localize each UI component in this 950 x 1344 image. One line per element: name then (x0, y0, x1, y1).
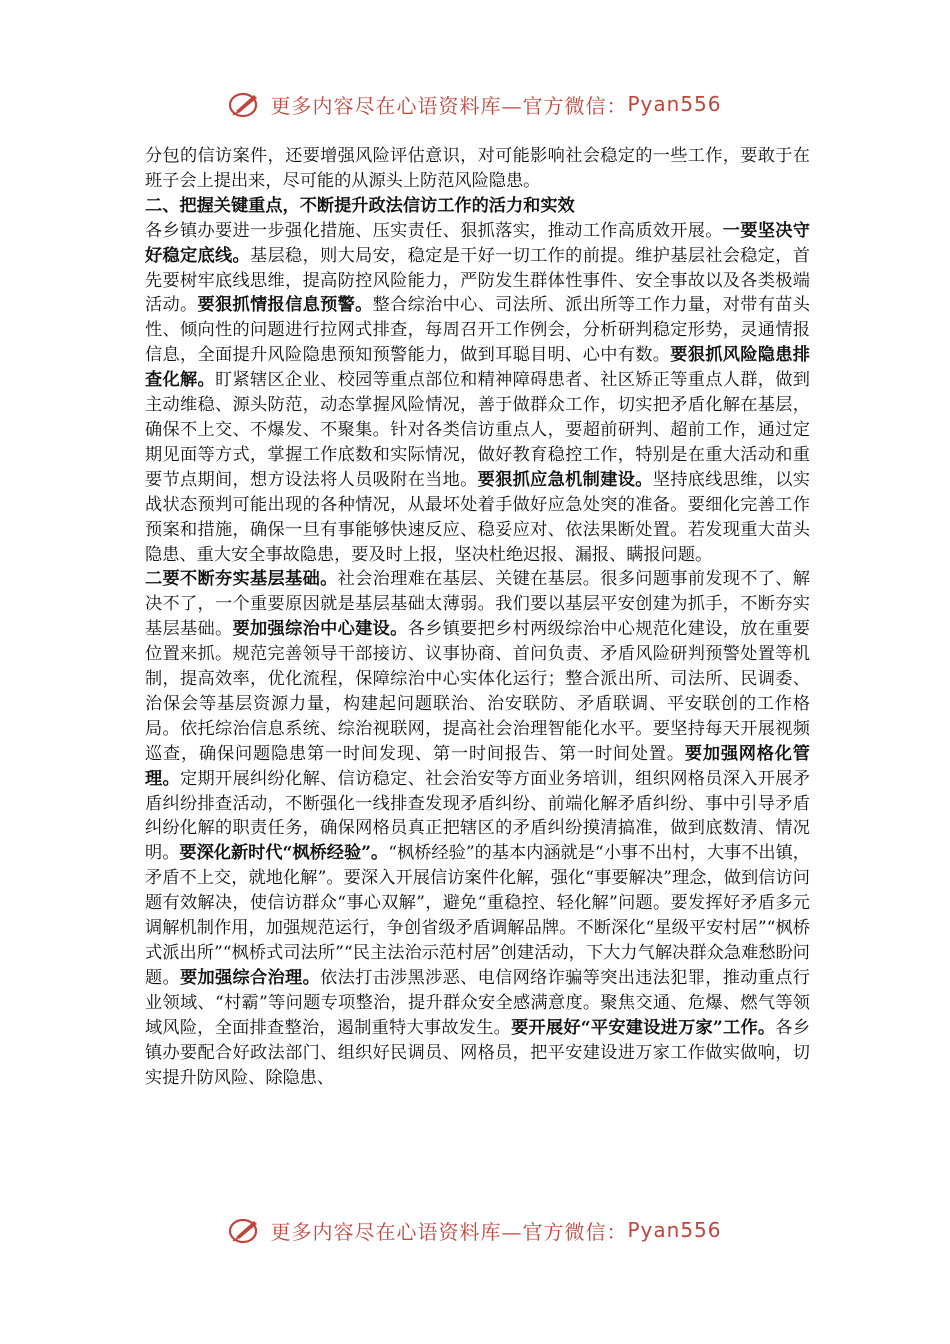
bold-point-3: 要狠抓风险隐患排查化解。 (145, 345, 810, 391)
text-run: 盯紧辖区企业、校园等重点部位和精神障碍患者、社区矫正等重点人群，做到主动维稳、源头防范，动态掌握风险情况，善于做群众工作，切实把矛盾化解在基层，确保不上交、不爆发、不聚集。针对各类信访重点人，要超前研判、超前工作，通过定期见面等方式，掌握工作底数和实际情况，做好教育稳控工作，特别是在重大活动和重要节点期间，想方设法将人员吸附在当地。 (145, 370, 810, 490)
watermark-wechat: Pyan556 (627, 92, 722, 116)
bold-point-10: 要开展好“平安建设进万家”工作。 (511, 1017, 776, 1038)
text-run: 各乡镇办要进一步强化措施、压实责任、狠抓落实，推动工作高质效开展。 (145, 220, 723, 241)
text-run: “枫桥经验”的基本内涵就是“小事不出村，大事不出镇，矛盾不上交，就地化解”。要深入开展信访案件化解，强化“事要解决”理念，做到信访问题有效解决，使信访群众“事心双解”，避免“重稳控、轻化解”问题。要发挥好矛盾多元调解机制作用，加强规范运行，争创省级矛盾调解品牌。不断深化“星级平安村居”“枫桥式派出所”“枫桥式司法所”“民主法治示范村居”创建活动，下大力气解决群众急难愁盼问题。 (145, 843, 810, 988)
text-run: 定期开展纠纷化解、信访稳定、社会治安等方面业务培训，组织网格员深入开展矛盾纠纷排查活动，不断强化一线排查发现矛盾纠纷、前端化解矛盾纠纷、事中引导矛盾纠纷化解的职责任务，确保网格员真正把辖区的矛盾纠纷摸清搞准，做到底数清、情况明。 (145, 768, 810, 864)
bold-point-5: 二要不断夯实基层基础。 (145, 569, 338, 590)
bold-point-1: 一要坚决守好稳定底线。 (145, 220, 810, 266)
text-run: 各乡镇办要配合好政法部门、组织好民调员、网格员，把平安建设进万家工作做实做响，切实提升防风险、除隐患、 (145, 1017, 810, 1088)
document-body (145, 144, 810, 1090)
text-run: 依法打击涉黑涉恶、电信网络诈骗等突出违法犯罪，推动重点行业领域、“村霸”等问题专项整治，提升群众安全感满意度。聚焦交通、危爆、燃气等领域风险，全面排查整治，遏制重特大事故发生。 (145, 967, 810, 1038)
watermark-text: 更多内容尽在心语资料库—官方微信： (270, 1219, 628, 1244)
paragraph-foundation (145, 567, 810, 1090)
bold-point-7: 要加强网格化管理。 (145, 743, 810, 789)
text-run: 各乡镇要把乡村两级综治中心规范化建设，放在重要位置来抓。规范完善领导干部接访、议事协商、首问负责、矛盾风险研判预警处置等机制，提高效率，优化流程，保障综治中心实体化运行；整合派出所、司法所、民调委、治保会等基层资源力量，构建起问题联治、治安联防、矛盾联调、平安联创的工作格局。依托综治信息系统、综治视联网，提高社会治理智能化水平。要坚持每天开展视频巡查，确保问题隐患第一时间发现、第一时间报告、第一时间处置。 (145, 619, 810, 764)
bold-point-2: 要狠抓情报信息预警。 (197, 295, 373, 316)
bold-point-9: 要加强综合治理。 (180, 967, 321, 988)
text-run: 基层稳，则大局安，稳定是干好一切工作的前提。维护基层社会稳定，首先要树牢底线思维，提高防控风险能力，严防发生群体性事件、安全事故以及各类极端活动。 (145, 245, 810, 316)
bold-point-6: 要加强综治中心建设。 (232, 619, 408, 640)
pen-logo-icon (228, 89, 262, 119)
pen-logo-icon (228, 1215, 262, 1245)
text-run: 社会治理难在基层、关键在基层。很多问题事前发现不了、解决不了，一个重要原因就是基层基础太薄弱。我们要以基层平安创建为抓手，不断夯实基层基础。 (145, 569, 810, 640)
text-run: 整合综治中心、司法所、派出所等工作力量，对带有苗头性、倾向性的问题进行拉网式排查，每周召开工作例会，分析研判稳定形势，灵通情报信息，全面提升风险隐患预知预警能力，做到耳聪目明、心中有数。 (145, 295, 810, 366)
watermark-wechat: Pyan556 (627, 1218, 722, 1242)
watermark-bottom (0, 1210, 950, 1250)
bold-point-4: 要狠抓应急机制建设。 (477, 469, 653, 490)
paragraph-stability (145, 219, 810, 568)
bold-point-8: 要深化新时代“枫桥经验”。 (179, 843, 389, 864)
text-run: 坚持底线思维，以实战状态预判可能出现的各种情况，从最坏处着手做好应急处突的准备。要细化完善工作预案和措施，确保一旦有事能够快速反应、稳妥应对、依法果断处置。若发现重大苗头隐患、重大安全事故隐患，要及时上报，坚决杜绝迟报、漏报、瞒报问题。 (145, 469, 810, 565)
watermark-top (0, 84, 950, 124)
section-heading: 二、把握关键重点，不断提升政法信访工作的活力和实效 (145, 195, 575, 216)
watermark-text: 更多内容尽在心语资料库—官方微信： (270, 93, 628, 118)
intro-paragraph: 分包的信访案件，还要增强风险评估意识，对可能影响社会稳定的一些工作，要敢于在班子会上提出来，尽可能的从源头上防范风险隐患。 (145, 146, 810, 191)
